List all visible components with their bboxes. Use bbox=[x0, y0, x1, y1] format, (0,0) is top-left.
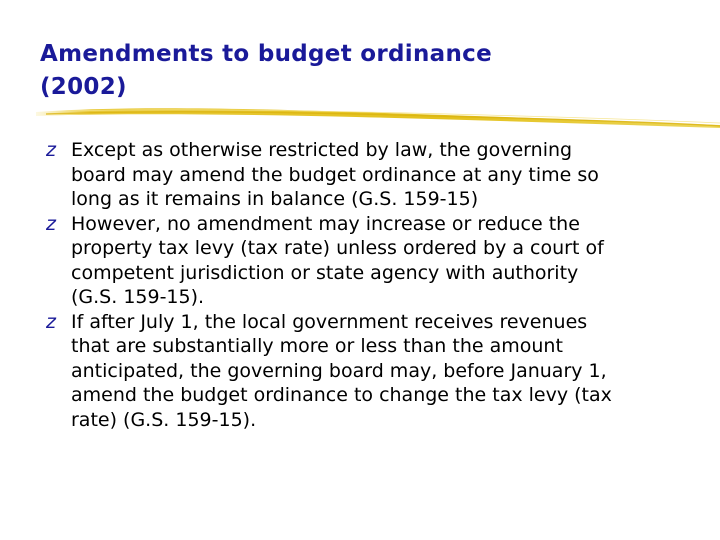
bullet-line: anticipated, the governing board may, before January 1, bbox=[71, 359, 607, 382]
title-underline-brushstroke bbox=[36, 100, 720, 134]
slide-title-line-2: (2002) bbox=[40, 74, 127, 100]
bullet-item bbox=[46, 310, 686, 433]
bullet-line: property tax levy (tax rate) unless ordered by a court of bbox=[71, 237, 604, 259]
bullet-item bbox=[46, 212, 686, 310]
bullet-line: that are substantially more or less than the amount bbox=[71, 335, 563, 357]
bullet-item bbox=[46, 138, 686, 212]
bullet-line: long as it remains in balance (G.S. 159-15) bbox=[71, 188, 479, 210]
bullet-line: board may amend the budget ordinance at any time so bbox=[71, 163, 599, 186]
bullet-line: However, no amendment may increase or reduce the bbox=[71, 212, 580, 235]
bullet-line: amend the budget ordinance to change the tax levy (tax bbox=[71, 384, 612, 406]
bullet-line: If after July 1, the local government receives revenues bbox=[71, 310, 588, 333]
bullet-marker-icon: z bbox=[46, 212, 56, 235]
slide-title-line-1: Amendments to budget ordinance bbox=[40, 41, 492, 67]
bullet-marker-icon: z bbox=[46, 139, 56, 161]
bullet-line: competent jurisdiction or state agency with authority bbox=[71, 261, 579, 284]
bullet-line: Except as otherwise restricted by law, the governing bbox=[71, 139, 573, 161]
slide-title bbox=[40, 38, 680, 104]
bullet-line: (G.S. 159-15). bbox=[71, 286, 205, 308]
bullet-line: rate) (G.S. 159-15). bbox=[71, 408, 257, 431]
bullet-list bbox=[46, 138, 686, 432]
bullet-marker-icon: z bbox=[46, 310, 56, 333]
